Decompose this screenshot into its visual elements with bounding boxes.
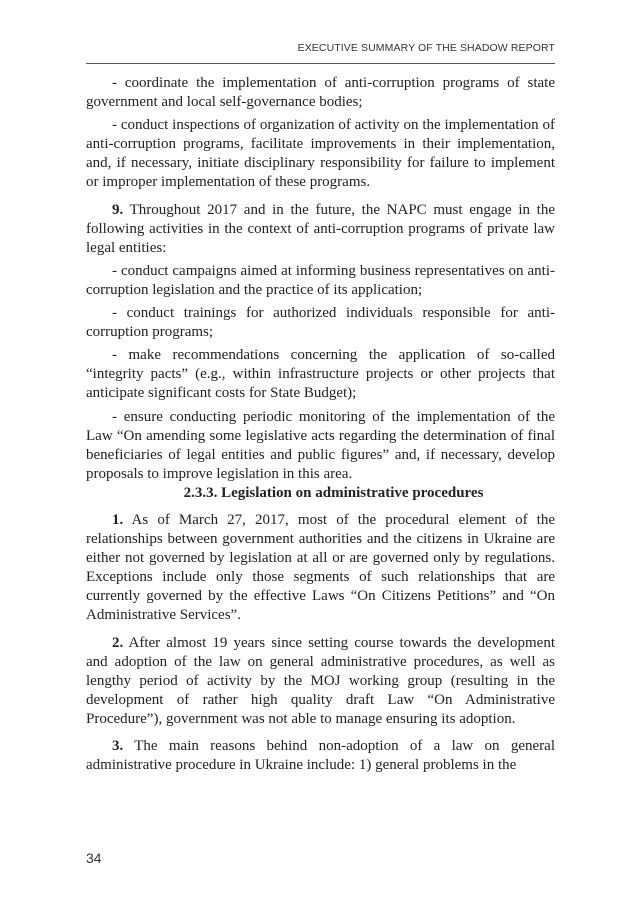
paragraph-integrity-pacts: - make recommendations concerning the application of so-called “integrity pacts” (e.g., within infrastructure projects or other projects that anticipate significant costs for State Budget); [86,347,555,402]
paragraph-item-9 [86,201,555,258]
page-body [86,74,555,775]
item-text: The main reasons behind non-adoption of a law on general administrative procedure in Ukraine include: 1) general problems in the [86,738,555,774]
running-header: EXECUTIVE SUMMARY OF THE SHADOW REPORT [297,42,555,54]
section-item-2 [86,634,555,729]
item-number: 1. [112,511,124,528]
item-text: As of March 27, 2017, most of the procedural element of the relationships between government authorities and the citizens in Ukraine are either not governed by legislation at all or are governed only by regulations. Exceptions include only those segments of such relationships that are currently governed by the effective Laws “On Citizens Petitions” and “On Administrative Services”. [86,511,555,624]
page-number: 34 [86,850,102,866]
section-item-1 [86,511,555,626]
paragraph-monitoring: - ensure conducting periodic monitoring of the implementation of the Law “On amending some legislative acts regarding the determination of final beneficiaries of legal entities and public figures” and, if necessary, develop proposals to improve legislation in this area. [86,408,555,482]
paragraph-campaigns: - conduct campaigns aimed at informing business representatives on anti-corruption legislation and the practice of its application; [86,262,555,298]
paragraph-trainings: - conduct trainings for authorized individuals responsible for anti-corruption programs; [86,305,555,341]
item-number: 3. [112,738,124,754]
item-number: 9. [112,201,124,218]
paragraph-inspections: - conduct inspections of organization of activity on the implementation of anti-corruption programs, facilitate improvements in their implementation, and, if necessary, initiate disciplinary responsibility for failure to implement or improper implementation of these programs. [86,117,555,191]
item-text: Throughout 2017 and in the future, the NAPC must engage in the following activities in the context of anti-corruption programs of private law legal entities: [86,201,555,256]
item-text: After almost 19 years since setting course towards the development and adoption of the law on general administrative procedures, as well as lengthy period of activity by the MOJ working group (resulting in the development of rather high quality draft Law “On Administrative Procedure”), government was not able to manage ensuring its adoption. [86,634,555,727]
header-divider [86,63,555,64]
section-heading: 2.3.3. Legislation on administrative procedures [183,484,484,501]
section-item-3 [86,737,555,775]
paragraph-coordinate: - coordinate the implementation of anti-corruption programs of state government and local self-governance bodies; [86,75,555,111]
item-number: 2. [112,634,124,651]
